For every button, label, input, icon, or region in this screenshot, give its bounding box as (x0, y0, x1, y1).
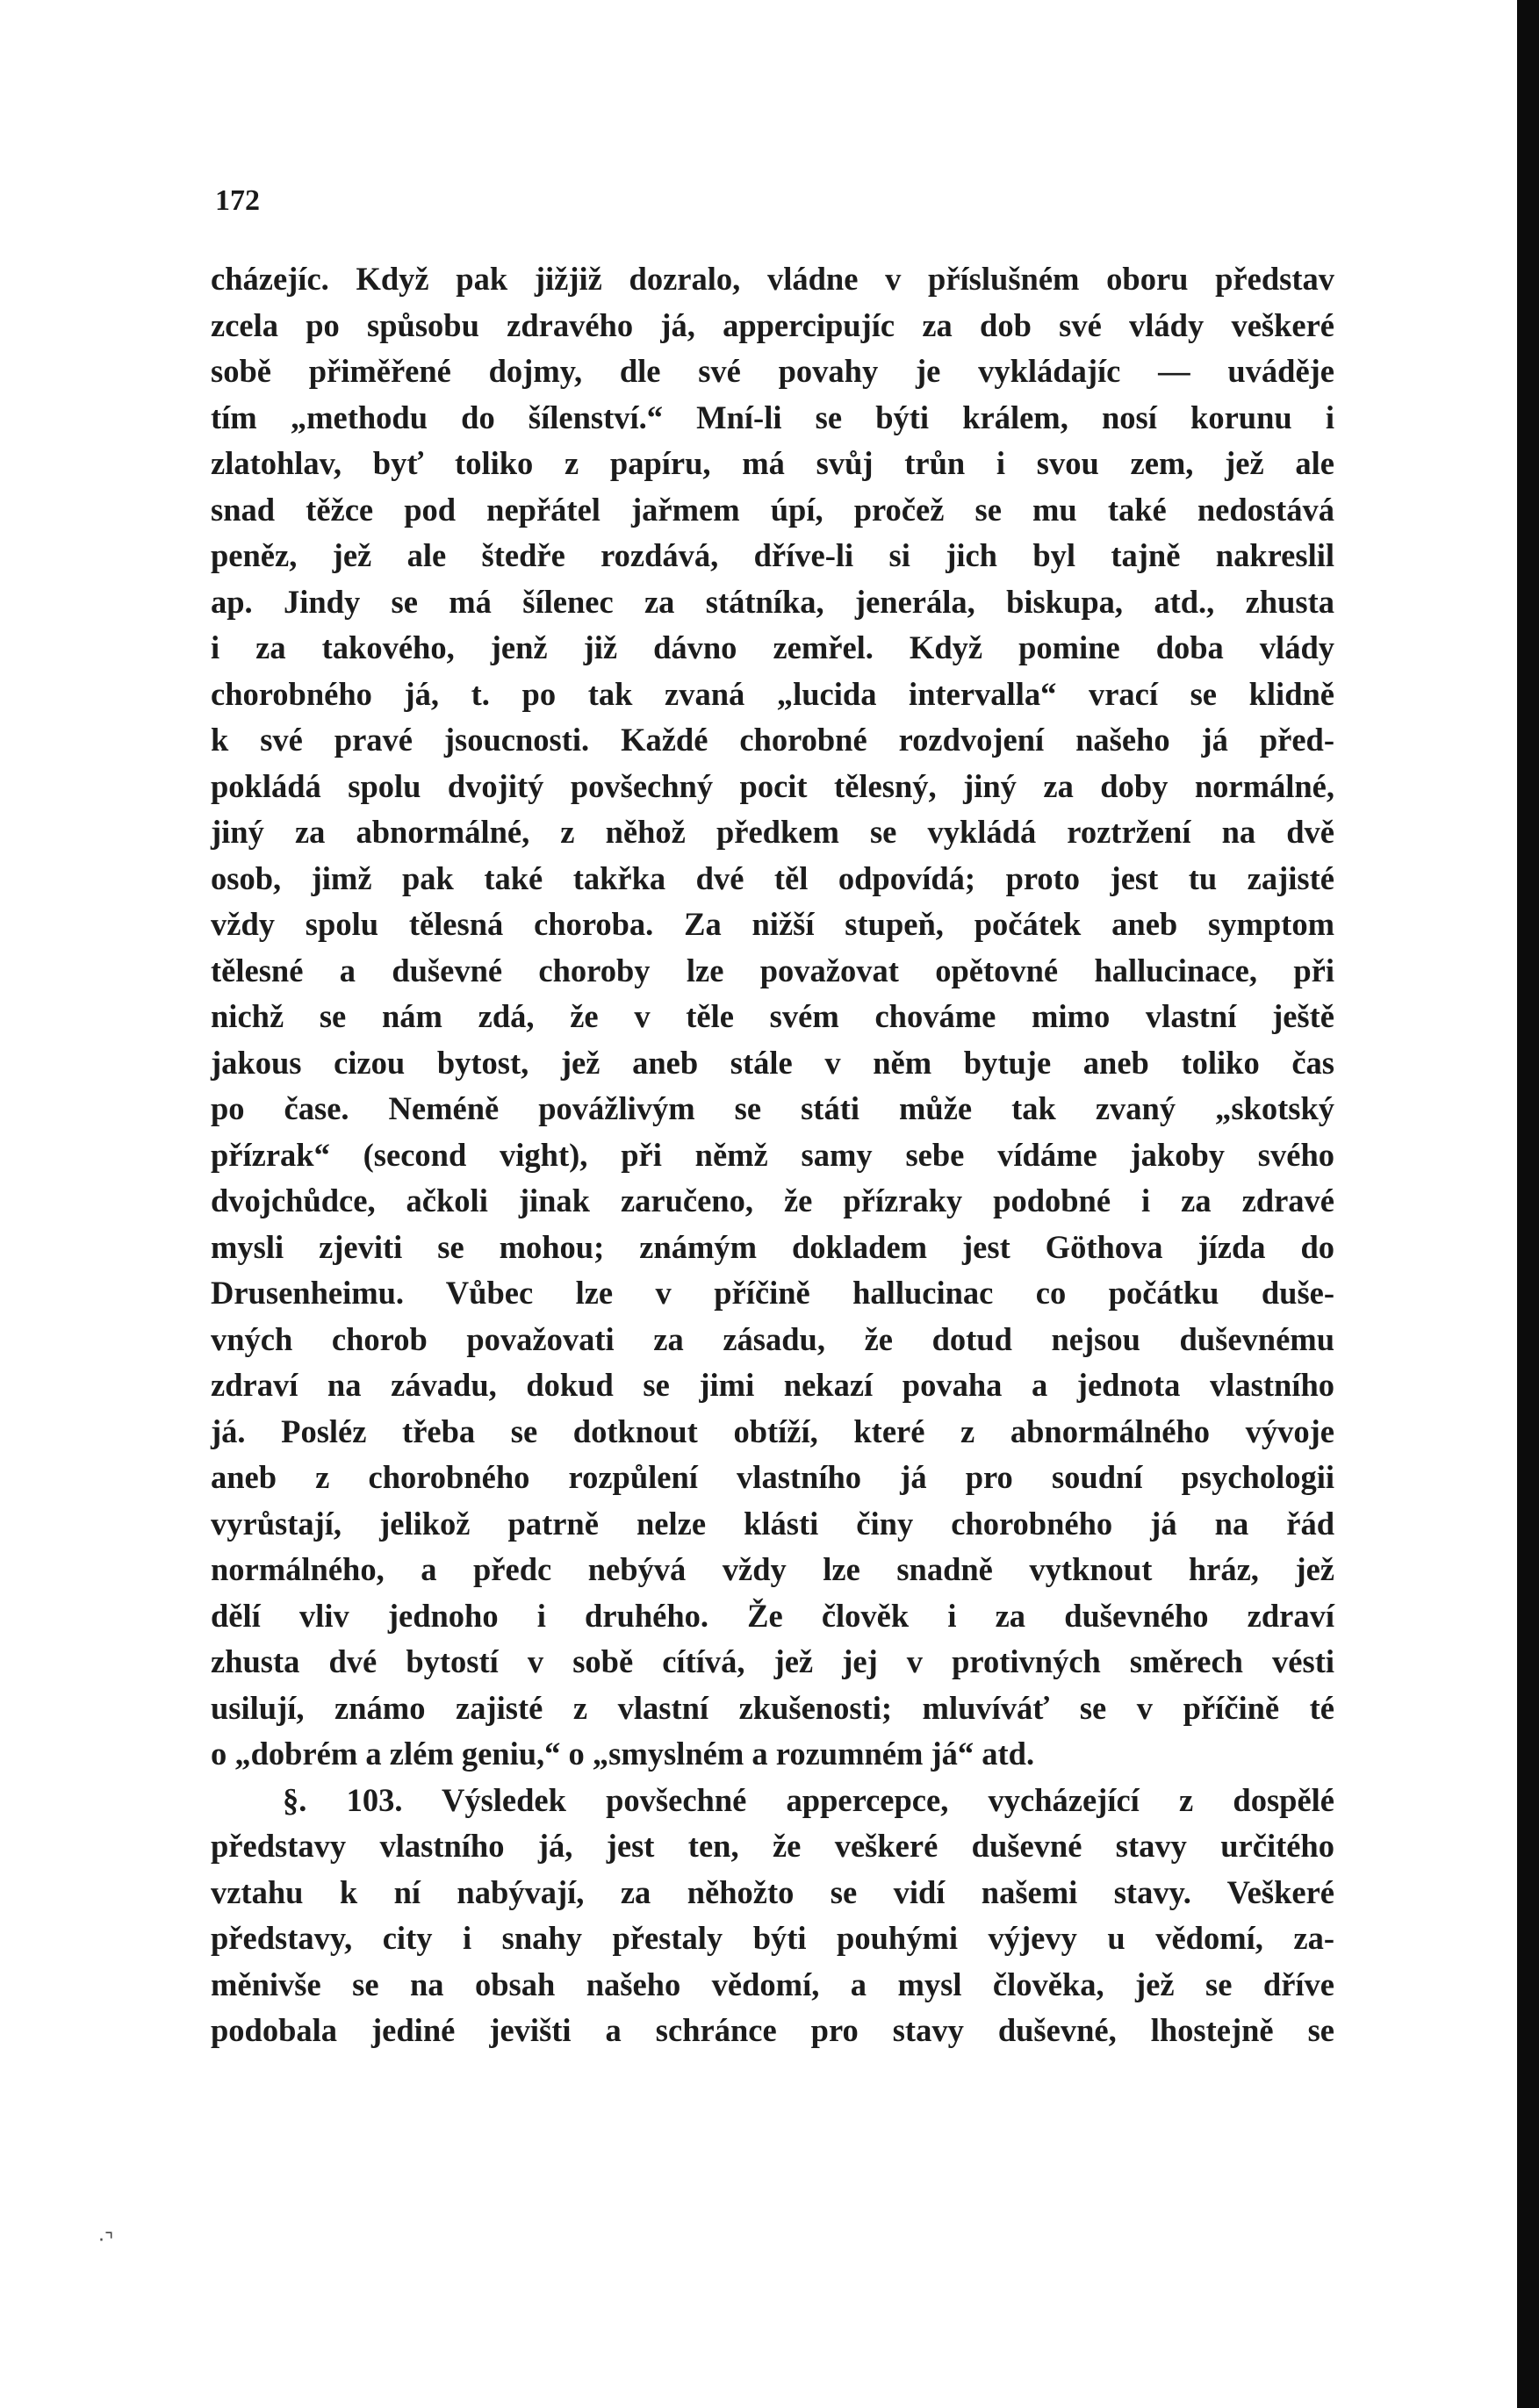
text-line: představy, city i snahy přestaly býti pouhými výjevy u vědomí, za- (211, 1920, 1334, 1956)
text-line: představy vlastního já, jest ten, že veškeré duševné stavy určitého (211, 1828, 1334, 1864)
text-line: dvojchůdce, ačkoli jinak zaručeno, že přízraky podobné i za zdravé (211, 1182, 1334, 1218)
page-number: 172 (215, 184, 260, 217)
text-line: nichž se nám zdá, že v těle svém chováme mimo vlastní ještě (211, 998, 1334, 1034)
text-line: sobě přiměřené dojmy, dle své povahy je vykládajíc — uváděje (211, 353, 1334, 389)
text-line: chorobného já, t. po tak zvaná „lucida intervalla“ vrací se klidně (211, 675, 1334, 712)
text-line: vztahu k ní nabývají, za něhožto se vidí našemi stavy. Veškeré (211, 1873, 1334, 1910)
text-line: vyrůstají, jelikož patrně nelze klásti činy chorobného já na řád (211, 1505, 1334, 1542)
text-line: přízrak“ (second vight), při němž samy sebe vídáme jakoby svého (211, 1136, 1334, 1173)
text-line: zcela po spůsobu zdravého já, appercipujíc za dob své vlády veškeré (211, 306, 1334, 343)
text-line: jakous cizou bytost, jež aneb stále v něm bytuje aneb toliko čas (211, 1044, 1334, 1081)
text-line: vždy spolu tělesná choroba. Za nižší stupeň, počátek aneb symptom (211, 906, 1334, 942)
text-line: tím „methodu do šílenství.“ Mní-li se býti králem, nosí korunu i (211, 399, 1334, 435)
text-line: usilují, známo zajisté z vlastní zkušenosti; mluvíváť se v příčině té (211, 1689, 1334, 1726)
text-line: jiný za abnormálné, z něhož předkem se vykládá roztržení na dvě (211, 814, 1334, 850)
text-line: já. Posléz třeba se dotknout obtíží, které z abnormálného vývoje (211, 1412, 1334, 1449)
text-line: §. 103. Výsledek povšechné appercepce, vycházející z dospělé (283, 1781, 1334, 1818)
text-line: zhusta dvé bytostí v sobě cítívá, jež jej v protivných směrech vésti (211, 1643, 1334, 1679)
text-line: vných chorob považovati za zásadu, že dotud nejsou duševnému (211, 1320, 1334, 1357)
text-line: mysli zjeviti se mohou; známým dokladem jest Göthova jízda do (211, 1228, 1334, 1265)
scan-edge (1517, 0, 1539, 2408)
text-line: pokládá spolu dvojitý povšechný pocit tělesný, jiný za doby normálné, (211, 767, 1334, 804)
text-line: peněz, jež ale štedře rozdává, dříve-li si jich byl tajně nakreslil (211, 537, 1334, 573)
margin-mark: ·⌝ (98, 2230, 114, 2252)
text-line: k své pravé jsoucnosti. Každé chorobné rozdvojení našeho já před- (211, 722, 1334, 758)
text-line: ap. Jindy se má šílenec za státníka, jenerála, biskupa, atd., zhusta (211, 583, 1334, 620)
text-line: Drusenheimu. Vůbec lze v příčině hallucinac co počátku duše- (211, 1275, 1334, 1311)
text-line: podobala jediné jevišti a schránce pro stavy duševné, lhostejně se (211, 2012, 1334, 2048)
text-line: osob, jimž pak také takřka dvé těl odpovídá; proto jest tu zajisté (211, 859, 1334, 896)
text-line: tělesné a duševné choroby lze považovat opětovné hallucinace, při (211, 952, 1334, 988)
text-line: zdraví na závadu, dokud se jimi nekazí povaha a jednota vlastního (211, 1367, 1334, 1403)
text-line: cházejíc. Když pak jižjiž dozralo, vládne v příslušném oboru představ (211, 261, 1334, 297)
text-line: o „dobrém a zlém geniu,“ o „smyslném a rozumném já“ atd. (211, 1736, 1035, 1772)
body-text (211, 256, 1334, 2054)
text-line: snad těžce pod nepřátel jařmem úpí, pročež se mu také nedostává (211, 491, 1334, 528)
text-line: dělí vliv jednoho i druhého. Že člověk i za duševného zdraví (211, 1597, 1334, 1634)
text-line: po čase. Neméně povážlivým se státi může tak zvaný „skotský (211, 1090, 1334, 1126)
text-line: aneb z chorobného rozpůlení vlastního já pro soudní psychologii (211, 1459, 1334, 1495)
text-line: i za takového, jenž již dávno zemřel. Když pomine doba vlády (211, 629, 1334, 665)
text-line: zlatohlav, byť toliko z papíru, má svůj trůn i svou zem, jež ale (211, 445, 1334, 481)
text-line: měnivše se na obsah našeho vědomí, a mysl člověka, jež se dříve (211, 1966, 1334, 2002)
text-line: normálného, a předc nebývá vždy lze snadně vytknout hráz, jež (211, 1551, 1334, 1587)
